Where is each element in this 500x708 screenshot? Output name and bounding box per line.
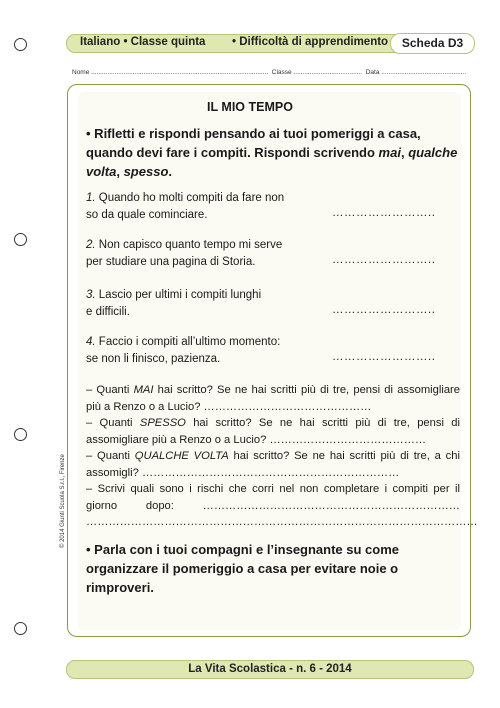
binder-hole-4 — [14, 622, 27, 635]
page-title: IL MIO TEMPO — [207, 100, 293, 114]
followup-text: – Scrivi quali sono i rischi che corri nel non completare i compiti per il giorno dopo: …………………………………………………………… …………………………………………………………………………………………… — [86, 483, 478, 528]
nome-field[interactable]: .................................................................................................. — [91, 69, 269, 76]
copyright-notice: © 2014 Giunti Scuola S.r.l., Firenze — [60, 454, 66, 548]
question-line: Quando ho molti compiti da fare non — [95, 192, 285, 204]
question-number: 3. — [86, 289, 96, 301]
followup-keyword: QUALCHE VOLTA — [134, 450, 229, 462]
followup-keyword: MAI — [133, 384, 154, 396]
option-mai: mai — [378, 145, 401, 160]
question-number: 2. — [86, 239, 96, 251]
question-3 — [86, 287, 261, 321]
bullet-marker: • — [86, 126, 91, 141]
question-4 — [86, 334, 280, 368]
question-line: e difficili. — [86, 306, 130, 318]
followup-spesso — [86, 415, 460, 448]
question-line: Faccio i compiti all’ultimo momento: — [95, 336, 281, 348]
answer-field-2[interactable]: …………………….. — [332, 254, 436, 266]
answer-field-4[interactable]: …………………….. — [332, 351, 436, 363]
intro-period: . — [168, 164, 173, 179]
data-field[interactable]: ............................................... — [381, 69, 467, 76]
classe-label: Classe — [271, 69, 292, 76]
intro-comma: , — [116, 164, 124, 179]
question-2 — [86, 237, 282, 271]
question-number: 4. — [86, 336, 96, 348]
binder-hole-2 — [14, 233, 27, 246]
name-class-date-row — [72, 69, 466, 76]
followup-text: hai scritto? Se ne hai scritti più di tre, pensi di assomigliare più a Renzo o a Lucio? …………………………………… — [86, 417, 460, 446]
binder-hole-3 — [14, 428, 27, 441]
classe-field[interactable]: ...................................... — [293, 69, 363, 76]
followup-rischi — [86, 481, 478, 531]
data-label: Data — [365, 69, 380, 76]
followup-text: – Quanti — [86, 384, 134, 396]
closing-text: Parla con i tuoi compagni e l’insegnante su come organizzare il pomeriggio a casa per evitare noie o rimproveri. — [86, 542, 400, 595]
option-qualche-volta: qualche volta — [86, 145, 458, 179]
question-line: Lascio per ultimi i compiti lunghi — [95, 289, 262, 301]
intro-comma: , — [400, 145, 409, 160]
header-topic: • Difficoltà di apprendimento — [232, 36, 389, 48]
sheet-label: Scheda D3 — [390, 33, 475, 54]
followup-text: – Quanti — [86, 450, 135, 462]
question-1 — [86, 190, 284, 224]
answer-field-3[interactable]: …………………….. — [332, 304, 436, 316]
binder-hole-1 — [14, 38, 27, 51]
footer-bar: La Vita Scolastica - n. 6 - 2014 — [66, 660, 474, 679]
intro-instructions — [86, 124, 458, 181]
followup-keyword: SPESSO — [139, 417, 186, 429]
followup-mai — [86, 382, 460, 415]
bullet-marker: • — [86, 542, 91, 557]
option-spesso: spesso — [123, 164, 169, 179]
question-line: se non li finisco, pazienza. — [86, 353, 221, 365]
question-number: 1. — [86, 192, 96, 204]
followup-text: – Quanti — [86, 417, 140, 429]
answer-field-1[interactable]: …………………….. — [332, 207, 436, 219]
followup-qualche-volta — [86, 448, 460, 481]
followup-text: hai scritto? Se ne hai scritti più di tre, a chi assomigli? …………………………………………………………… — [86, 450, 460, 479]
closing-instructions — [86, 540, 458, 597]
nome-label: Nome — [72, 69, 90, 76]
intro-text: Rifletti e rispondi pensando ai tuoi pomeriggi a casa, quando devi fare i compiti. Rispondi scrivendo — [86, 126, 421, 160]
question-line: so da quale cominciare. — [86, 209, 208, 221]
question-line: per studiare una pagina di Storia. — [86, 256, 256, 268]
header-subject: Italiano • Classe quinta — [80, 36, 206, 48]
question-line: Non capisco quanto tempo mi serve — [95, 239, 283, 251]
followup-text: hai scritto? Se ne hai scritti più di tre, pensi di assomigliare più a Renzo o a Lucio? ……………………………………… — [86, 384, 460, 413]
